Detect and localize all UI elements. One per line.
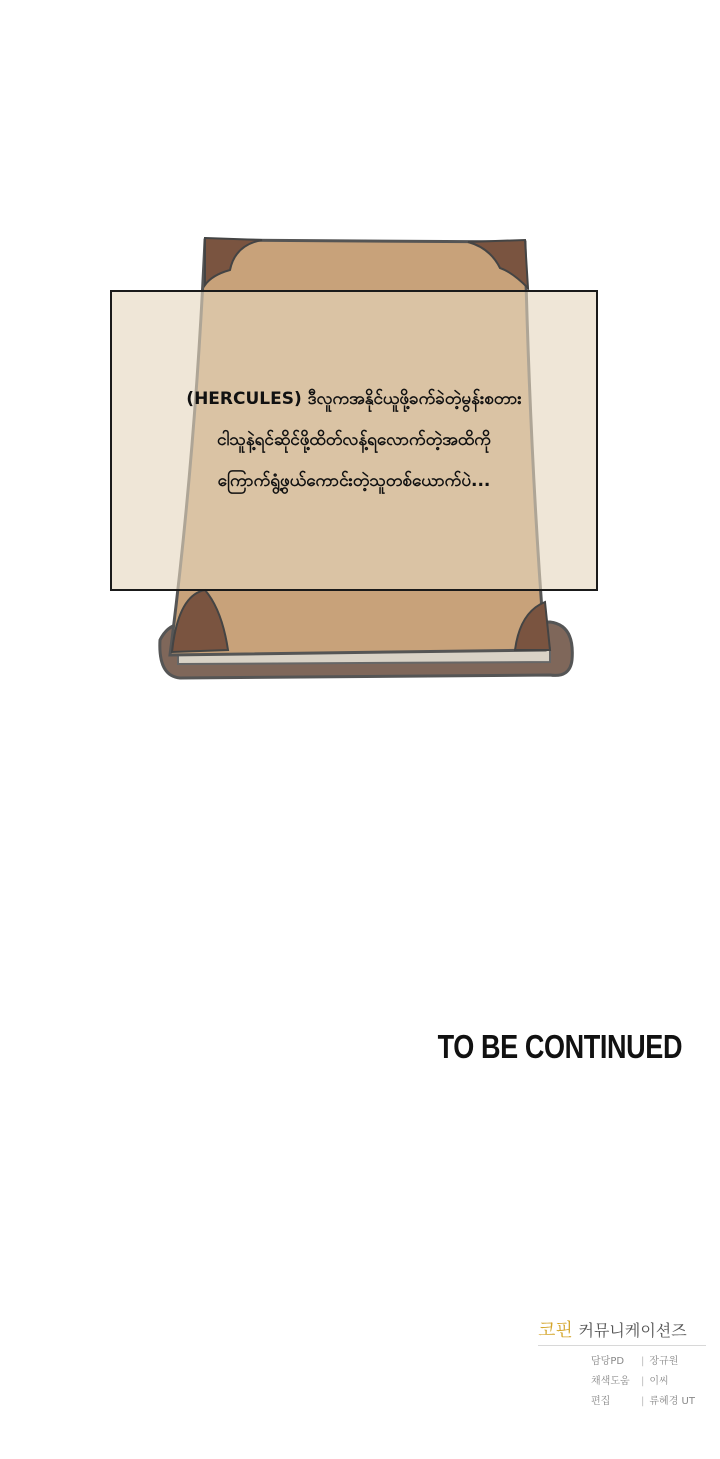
credit-name: 이씨 [649,1376,669,1387]
caption-box [110,290,598,591]
publisher-logo [538,1316,708,1342]
caption-line-3: ကြောက်ရွံ့ဖွယ်ကောင်းတဲ့သူတစ်ယောက်ပဲ... [217,471,491,491]
credit-role: 편집 [591,1396,611,1407]
credit-separator: | [641,1356,645,1367]
credits-block [538,1316,708,1412]
publisher-logo-accent: 코핀 [538,1320,573,1341]
publisher-logo-name: 커뮤니케이션즈 [578,1321,687,1340]
caption-line-1: (HERCULES) ဒီလူကအနိုင်ယူဖို့ခက်ခဲတဲ့မွန်းစတား [186,389,522,409]
credit-separator: | [641,1396,645,1407]
credit-row [591,1372,708,1392]
credit-role: 채색도움 [591,1376,630,1387]
credit-role: 담당PD [591,1356,625,1367]
to-be-continued-text: TO BE CONTINUED [437,1028,682,1065]
credit-row [591,1352,708,1372]
credit-name: 장규원 [649,1356,679,1367]
caption-line-2: ငါသူနဲ့ရင်ဆိုင်ဖို့ထိတ်လန့်ရလောက်တဲ့အထိကို [217,430,491,450]
credits-divider [538,1345,706,1346]
credit-separator: | [641,1376,645,1387]
credit-row [591,1392,708,1412]
credit-name: 류혜경 UT [649,1396,695,1407]
